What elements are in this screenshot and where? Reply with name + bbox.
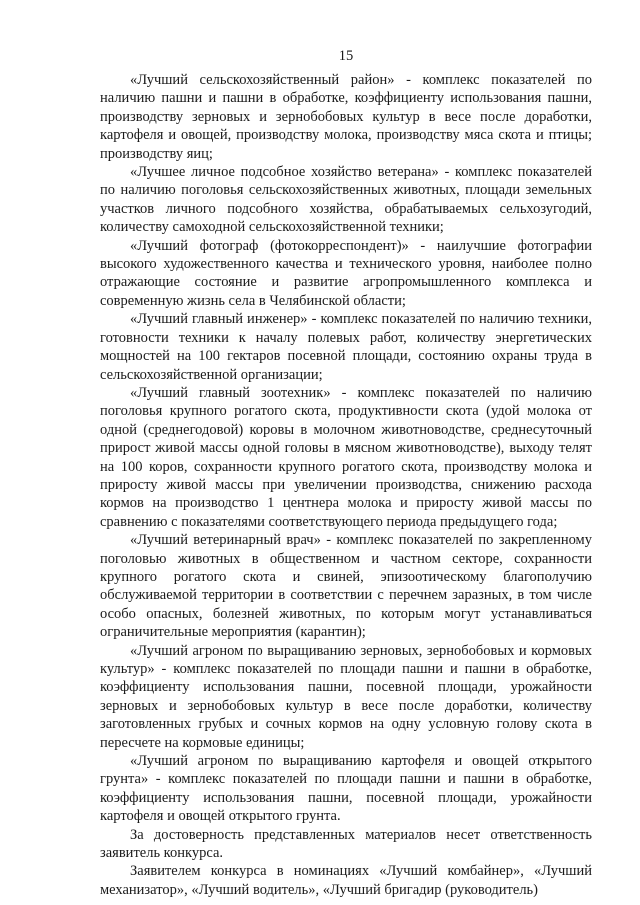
paragraph-best-veterinarian: «Лучший ветеринарный врач» - комплекс показателей по закрепленному поголовью животных в общественном и частном секторе, сохранности крупного рогатого скота и свиней, эпизоотическому благополучию обслуживаемой территории в соответствии с перечнем заразных, в том числе особо опасных, болезней животных, по которым могут устанавливаться ограничительные мероприятия (карантин); [100,532,592,641]
paragraph-best-veteran-household: «Лучшее личное подсобное хозяйство ветерана» - комплекс показателей по наличию поголовья сельскохозяйственных животных, площади земельных участков личного подсобного хозяйства, обрабатываемых сельхозугодий, количеству самоходной сельскохозяйственной техники; [100,164,592,236]
paragraph-best-potato-agronomist: «Лучший агроном по выращиванию картофеля и овощей открытого грунта» - комплекс показателей по площади пашни и пашни в обработке, коэффициенту использования пашни, посевной площади, урожайности картофеля и овощей открытого грунта. [100,753,592,825]
document-body [100,71,592,899]
paragraph-best-photographer: «Лучший фотограф (фотокорреспондент)» - наилучшие фотографии высокого художественного качества и технического уровня, наиболее полно отражающие состояние и развитие агропромышленного комплекса и современную жизнь села в Челябинской области; [100,237,592,309]
paragraph-best-chief-zootechnician: «Лучший главный зоотехник» - комплекс показателей по наличию поголовья крупного рогатого скота, продуктивности скота (удой молока от одной (среднегодовой) коровы в молочном животноводстве, среднесуточный прирост живой массы одной головы в мясном животноводстве), выходу телят на 100 коров, сохранности крупного рогатого скота, производству молока и приросту живой массы при увеличении производства, снижению расхода кормов на производство 1 центнера молока и приросту живой массы по сравнению с показателями соответствующего периода предыдущего года; [100,384,592,530]
paragraph-best-agricultural-district: «Лучший сельскохозяйственный район» - комплекс показателей по наличию пашни и пашни в обработке, коэффициенту использования пашни, производству зерновых и зернобобовых культур в весе после доработки, картофеля и овощей, производству молока, производству мяса скота и птицы; производству яиц; [100,72,592,162]
page-number: 15 [338,48,354,64]
paragraph-best-chief-engineer: «Лучший главный инженер» - комплекс показателей по наличию техники, готовности техники к началу полевых работ, количеству энергетических мощностей на 100 гектаров посевной площади, состоянию охраны труда в сельскохозяйственной организации; [100,311,592,383]
paragraph-applicant-nominations: Заявителем конкурса в номинациях «Лучший комбайнер», «Лучший механизатор», «Лучший водитель», «Лучший бригадир (руководитель) [100,863,592,898]
paragraph-best-grain-agronomist: «Лучший агроном по выращиванию зерновых, зернобобовых и кормовых культур» - комплекс показателей по площади пашни и пашни в обработке, коэффициенту использования пашни, посевной площади, урожайности зерновых и зернобобовых культур в весе после доработки, количеству заготовленных грубых и сочных кормов на одну условную голову скота в пересчете на кормовые единицы; [100,642,592,751]
paragraph-applicant-responsibility: За достоверность представленных материалов несет ответственность заявитель конкурса. [100,826,592,862]
